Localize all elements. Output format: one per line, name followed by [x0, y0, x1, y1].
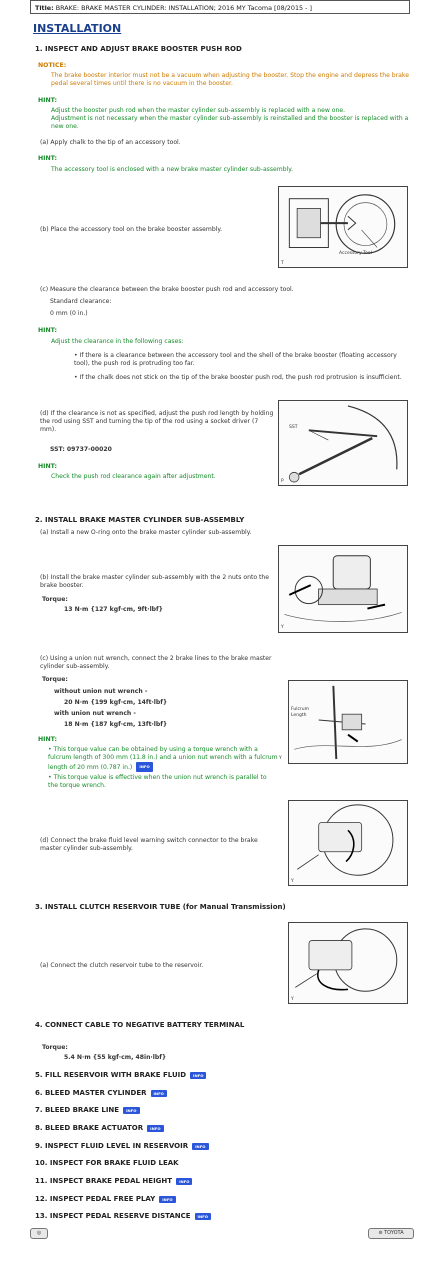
torque-label: Torque:	[42, 1044, 68, 1051]
step-2-title: 2. INSTALL BRAKE MASTER CYLINDER SUB-ASSEMBLY	[35, 516, 245, 524]
torque-label: Torque:	[42, 596, 68, 603]
info-button[interactable]: INFO	[192, 1143, 208, 1150]
document-title: BRAKE: BRAKE MASTER CYLINDER: INSTALLATION; 2016 MY Tacoma [08/2015 - ]	[55, 4, 312, 12]
step-label: 13. INSPECT PEDAL RESERVE DISTANCE	[35, 1212, 191, 1220]
previous-icon[interactable]: ◎	[30, 1228, 48, 1239]
notice-label: NOTICE:	[38, 62, 67, 69]
torque-label: Torque:	[42, 676, 68, 683]
step-4-title: 4. CONNECT CABLE TO NEGATIVE BATTERY TERMINAL	[35, 1021, 245, 1029]
info-button[interactable]: INFO	[159, 1196, 175, 1203]
step-2a: (a) Install a new O-ring onto the brake master cylinder sub-assembly.	[40, 529, 252, 536]
figure-clutch-reservoir	[288, 922, 408, 1004]
figure-label: SST	[289, 425, 298, 430]
info-button[interactable]: INFO	[151, 1090, 167, 1097]
step-label: 8. BLEED BRAKE ACTUATOR	[35, 1124, 144, 1132]
step-title	[35, 1071, 206, 1079]
hint-text: Check the push rod clearance again after adjustment.	[51, 473, 216, 480]
step-title	[35, 1106, 140, 1114]
hint-label: HINT:	[38, 97, 58, 104]
hint-text: The accessory tool is enclosed with a new brake master cylinder sub-assembly.	[51, 166, 293, 173]
step-1-title: 1. INSPECT AND ADJUST BRAKE BOOSTER PUSH ROD	[35, 45, 242, 53]
torque-value: 5.4 N·m {55 kgf·cm, 48in·lbf}	[64, 1054, 167, 1061]
step-1b: (b) Place the accessory tool on the brake booster assembly.	[40, 226, 223, 233]
step-1c: (c) Measure the clearance between the brake booster push rod and accessory tool.	[40, 286, 294, 293]
step-label: 11. INSPECT BRAKE PEDAL HEIGHT	[35, 1177, 173, 1185]
hint-label: HINT:	[38, 736, 58, 743]
page-heading: INSTALLATION	[33, 22, 122, 35]
without-wrench-value: 20 N·m {199 kgf·cm, 14ft·lbf}	[64, 699, 168, 706]
standard-clearance-label: Standard clearance:	[50, 298, 112, 305]
step-2c: (c) Using a union nut wrench, connect the 2 brake lines to the brake master cylinder sub-assembly.	[40, 655, 272, 670]
step-label: 10. INSPECT FOR BRAKE FLUID LEAK	[35, 1159, 179, 1167]
figure-tag: Y	[279, 756, 282, 761]
step-label: 5. FILL RESERVOIR WITH BRAKE FLUID	[35, 1071, 187, 1079]
figure-accessory-tool	[278, 186, 408, 268]
figure-tag: Y	[281, 625, 284, 630]
step-title	[35, 1195, 176, 1203]
figure-fluid-level-switch	[288, 800, 408, 886]
with-wrench-value: 18 N·m {187 kgf·cm, 13ft·lbf}	[64, 721, 168, 728]
step-2b: (b) Install the brake master cylinder sub-assembly with the 2 nuts onto the brake booster.	[40, 574, 270, 589]
hint-text: Adjust the booster push rod when the master cylinder sub-assembly is replaced with a new one.	[51, 107, 346, 114]
list-item: • If there is a clearance between the accessory tool and the shell of the brake booster (floating accessory tool), the push rod is protruding too far.	[74, 352, 397, 367]
hint-label: HINT:	[38, 327, 58, 334]
with-wrench-label: with union nut wrench -	[54, 710, 136, 717]
step-3-title: 3. INSTALL CLUTCH RESERVOIR TUBE (for Manual Transmission)	[35, 903, 286, 911]
standard-clearance-value: 0 mm (0 in.)	[50, 310, 88, 317]
step-1a: (a) Apply chalk to the tip of an accessory tool.	[40, 139, 181, 146]
figure-tag: Y	[291, 879, 294, 884]
step-2d: (d) Connect the brake fluid level warning switch connector to the brake master cylinder sub-assembly.	[40, 837, 258, 852]
step-title	[35, 1159, 179, 1167]
step-1d: (d) If the clearance is not as specified, adjust the push rod length by holding the rod using SST and turning the tip of the rod using a socket driver (7 mm).	[40, 410, 274, 433]
info-button[interactable]: INFO	[123, 1107, 139, 1114]
step-title	[35, 1089, 167, 1097]
step-title	[35, 1124, 164, 1132]
hint-text: Adjust the clearance in the following cases:	[51, 338, 184, 345]
figure-label: Accessory Tool	[339, 251, 372, 256]
hint-text: Adjustment is not necessary when the master cylinder sub-assembly is reinstalled and the booster is replaced with a new one.	[51, 115, 409, 130]
figure-label: Fulcrum Length	[291, 707, 310, 718]
step-label: 7. BLEED BRAKE LINE	[35, 1106, 120, 1114]
title-bar	[30, 0, 410, 14]
figure-tag: Y	[291, 997, 294, 1002]
hint-label: HINT:	[38, 155, 58, 162]
toyota-logo: ⊚ TOYOTA	[368, 1228, 414, 1239]
step-title	[35, 1177, 192, 1185]
info-button[interactable]: INFO	[190, 1072, 206, 1079]
list-item: • This torque value is effective when the union nut wrench is parallel to the torque wrench.	[48, 774, 267, 789]
step-label: 12. INSPECT PEDAL FREE PLAY	[35, 1195, 156, 1203]
title-label: Title:	[35, 4, 54, 12]
info-button[interactable]: INFO	[176, 1178, 192, 1185]
step-3a: (a) Connect the clutch reservoir tube to the reservoir.	[40, 962, 204, 969]
figure-tag: P	[281, 479, 284, 484]
without-wrench-label: without union nut wrench -	[54, 688, 148, 695]
figure-master-cylinder	[278, 545, 408, 633]
info-button[interactable]: INFO	[136, 762, 152, 772]
torque-value: 13 N·m {127 kgf·cm, 9ft·lbf}	[64, 606, 164, 613]
figure-union-nut-wrench	[288, 680, 408, 764]
step-title	[35, 1142, 209, 1150]
step-label: 6. BLEED MASTER CYLINDER	[35, 1089, 147, 1097]
step-label: 9. INSPECT FLUID LEVEL IN RESERVOIR	[35, 1142, 189, 1150]
notice-text: The brake booster interior must not be a vacuum when adjusting the booster. Stop the engine and depress the brake pedal several times until there is no vacuum in the booster.	[51, 72, 409, 87]
info-button[interactable]: INFO	[195, 1213, 211, 1220]
sst-number: SST: 09737-00020	[50, 446, 112, 453]
list-item: • If the chalk does not stick on the tip of the brake booster push rod, the push rod protrusion is insufficient.	[74, 374, 402, 381]
step-title	[35, 1212, 211, 1220]
hint-label: HINT:	[38, 463, 58, 470]
figure-tag: T	[281, 261, 284, 266]
info-button[interactable]: INFO	[147, 1125, 163, 1132]
list-item: • This torque value can be obtained by using a torque wrench with a fulcrum length of 300 mm (11.8 in.) and a union nut wrench with a fulcrum length of 20 mm (0.787 in.) INFO	[48, 746, 278, 771]
